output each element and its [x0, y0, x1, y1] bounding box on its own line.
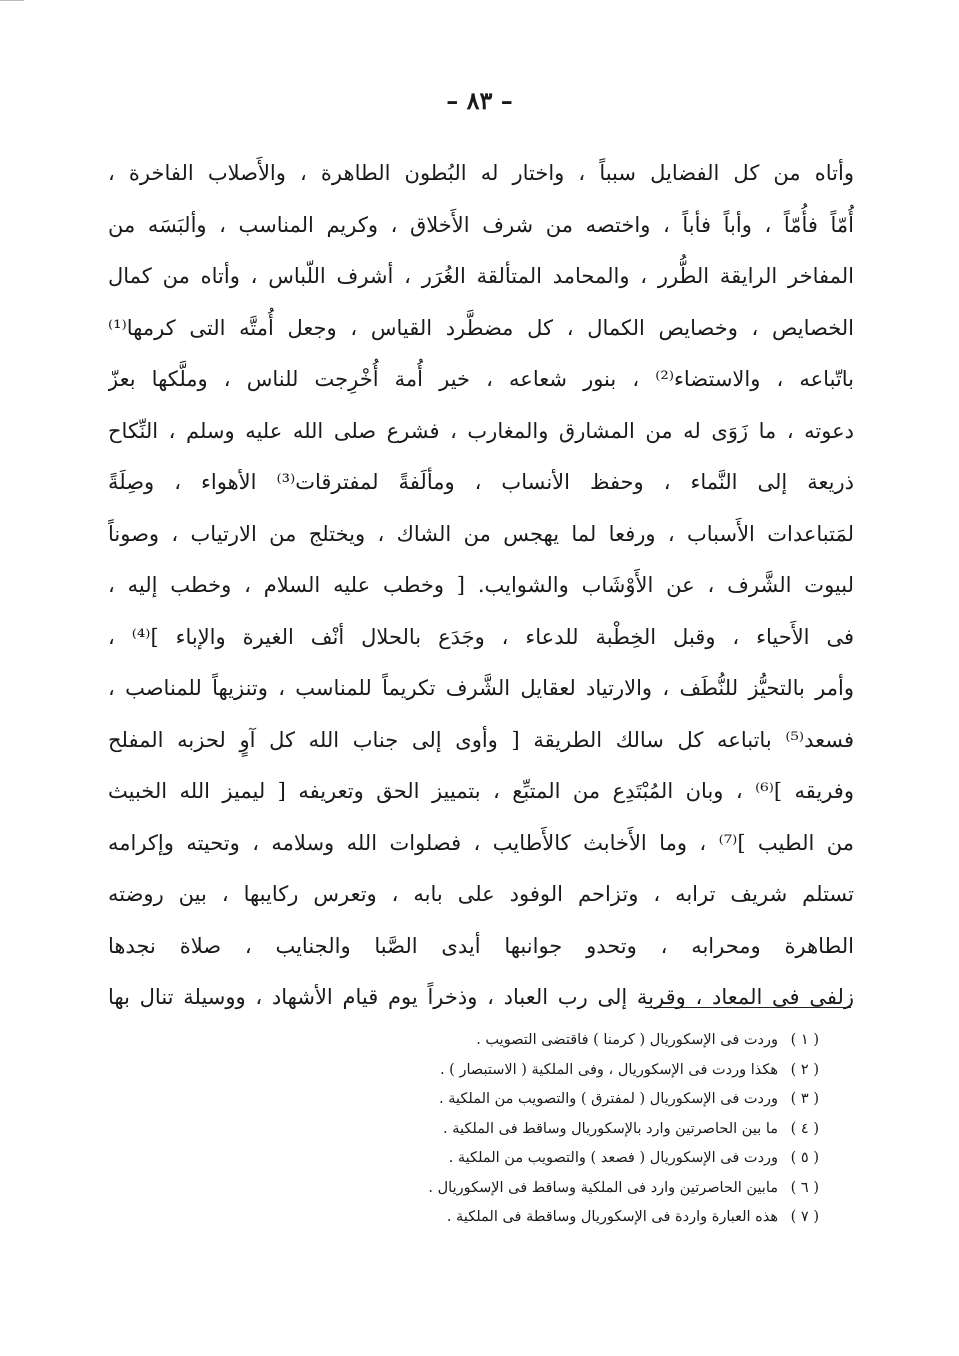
footnote	[299, 1056, 819, 1086]
text-line: ذريعة إلى النَّماء ، وحفظ الأنساب ، ومألَفةً لمفترقات⁽³⁾ الأهواء ، وصِلَةً	[108, 470, 854, 494]
text-line: أُمّاً فأُمّاً ، وأباً فأباً ، واختصه من شرف الأَخلاق ، وكريم المناسب ، وألبَسَه من	[108, 212, 854, 237]
text-line: من الطيب ]⁽⁷⁾ ، وما الأَخابث كالأَطايب ، فصلوات الله وسلامه ، وتحيته وإكرامه	[108, 830, 854, 855]
footnote-number: ( ٦ )	[790, 1179, 819, 1196]
text-line: زلفى فى المعاد ، وقربة إلى رب العباد ، وذخراً يوم قيام الأشهاد ، ووسيلة تنال بها	[108, 985, 854, 1009]
footnotes	[299, 1026, 819, 1233]
footnote-number: ( ١ )	[790, 1032, 819, 1048]
footnote-text: وردت فى الإسكوريال ( فصعد ) والتصويب من الملكية .	[448, 1150, 779, 1166]
text-line: وأمر بالتحيُّز للنُّطَف ، والارتياد لعقايل الشَّرف تكريماً للمناسب ، وتنزيهاً للمناصب ،	[108, 676, 854, 700]
footnote-divider	[645, 1007, 851, 1008]
footnote-text: ما بين الحاصرتين وارد بالإسكوريال وساقط فى الملكية .	[443, 1120, 779, 1137]
text-line: لبيوت الشَّرف ، عن الأَوْشَاب والشوايب. [ وخطب عليه السلام ، وخطب إليه ،	[108, 573, 854, 597]
text-line: تستلم شريف ترابه ، وتزاحم الوفود على بابه ، وتعرس ركايبها ، بين روضته	[108, 882, 854, 906]
footnote	[299, 1115, 819, 1145]
text-line: الخصايص ، وخصايص الكمال ، كل مضطَّرد القياس ، وجعل أُمتَّه التى كرمها⁽¹⁾	[108, 315, 854, 340]
footnote-number: ( ٥ )	[790, 1150, 819, 1166]
text-line: باتّباعه ، والاستضاء⁽²⁾ ، بنور شعاعه ، خير أُمة أُخْرِجت للناس ، وملَّكها بعزّ	[108, 367, 854, 391]
text-line: دعوته ، ما زَوَى له من المشارق والمغارب ، فشرع صلى الله عليه وسلم ، النِّكاح	[108, 418, 854, 443]
footnote	[299, 1174, 819, 1204]
footnote	[299, 1026, 819, 1056]
footnote-number: ( ٣ )	[790, 1091, 819, 1107]
page-number: – ٨٣ –	[446, 86, 513, 115]
footnote-text: هكذا وردت فى الإسكوريال ، وفى الملكية ( الاستبصار ) .	[439, 1061, 779, 1078]
text-line: وأتاه من كل الفضايل سبباً ، واختار له البُطون الطاهرة ، والأَصلاب الفاخرة ،	[108, 161, 854, 185]
footnote	[299, 1203, 819, 1233]
text-line: الطاهرة ومحرابه ، وتحدو جوانبها أيدى الصَّبا والجنايب ، صلاة نجدها	[108, 933, 854, 958]
footnote	[299, 1085, 819, 1115]
footnote-number: ( ٢ )	[790, 1061, 819, 1078]
body-text	[108, 148, 854, 1024]
footnote-number: ( ٤ )	[790, 1120, 819, 1137]
text-line: فسعد⁽⁵⁾ باتباعه كل سالك الطريقة [ وأوى إلى جناب الله كل آوٍ لحزبه المفلح	[108, 727, 854, 752]
footnote-text: هذه العبارة واردة فى الإسكوريال وساقطة فى الملكية .	[446, 1209, 779, 1225]
text-line: لمَتباعدات الأَسباب ، ورفعا لما يهجس من الشاك ، ويختلج من الارتياب ، وصوناً	[108, 521, 854, 546]
text-line: وفريقه ]⁽⁶⁾ ، وبان المُبْتَدِع من المتبِّع ، بتمييز الحق وتعريفه [ ليميز الله الخبيث	[108, 779, 854, 803]
footnote-text: مابين الحاصرتين وارد فى الملكية وساقط فى الإسكوريال .	[428, 1179, 779, 1196]
footnote-text: وردت فى الإسكوريال ( كرمنا ) فاقتضى التصويب .	[476, 1032, 779, 1048]
corner-mark	[0, 0, 24, 1]
footnote-text: وردت فى الإسكوريال ( لمفترق ) والتصويب من الملكية .	[439, 1091, 779, 1107]
text-line: المفاخر الرايقة الطُّرر ، والمحامد المتألقة الغُرَر ، أشرف اللّباس ، وأتاه من كمال	[108, 264, 854, 288]
footnote	[299, 1144, 819, 1174]
footnote-number: ( ٧ )	[790, 1209, 819, 1225]
text-line: فى الأَحياء ، وقبل الخِطْبة للدعاء ، وجَدَع بالحلال أنْف الغيرة والإباء ]⁽⁴⁾ ،	[108, 624, 854, 649]
